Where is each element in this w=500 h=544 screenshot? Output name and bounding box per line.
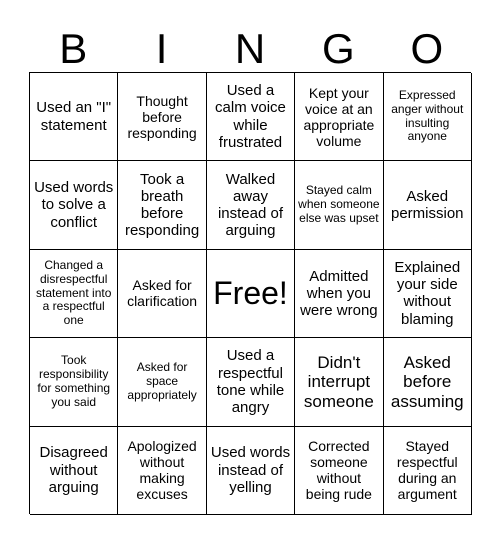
cell-text: Apologized without making excuses xyxy=(127,438,197,503)
cell-text: Used an "I" statement xyxy=(36,99,112,134)
bingo-cell-r4c3[interactable] xyxy=(207,338,295,426)
cell-text: Took responsibility for something you said xyxy=(37,353,111,409)
cell-text: Walked away instead of arguing xyxy=(217,170,283,240)
bingo-cell-r1c5[interactable] xyxy=(384,73,472,161)
cell-text: Used words to solve a conflict xyxy=(34,179,114,231)
cell-text: Asked before assuming xyxy=(390,352,464,411)
bingo-cell-r5c1[interactable] xyxy=(30,427,118,515)
bingo-cell-r4c1[interactable] xyxy=(30,338,118,426)
cell-text: Used words instead of yelling xyxy=(210,444,291,496)
header-letter-b: B xyxy=(59,25,88,72)
cell-text: Changed a disrespectful statement into a respectful one xyxy=(36,257,112,328)
free-space-text: Free! xyxy=(213,275,288,312)
cell-text: Admitted when you were wrong xyxy=(300,267,378,320)
bingo-cell-r2c2[interactable] xyxy=(118,161,206,249)
bingo-header xyxy=(29,22,471,76)
cell-text: Corrected someone without being rude xyxy=(305,438,372,503)
cell-text: Thought before responding xyxy=(127,92,197,141)
bingo-cell-free[interactable] xyxy=(207,250,295,338)
bingo-cell-r2c3[interactable] xyxy=(207,161,295,249)
header-letter-o: O xyxy=(410,25,444,72)
header-letter-n: N xyxy=(234,25,266,72)
bingo-cell-r5c4[interactable] xyxy=(295,427,383,515)
bingo-cell-r3c1[interactable] xyxy=(30,250,118,338)
header-letter-g: G xyxy=(322,25,355,72)
cell-text: Took a breath before responding xyxy=(124,170,200,240)
bingo-cell-r1c4[interactable] xyxy=(295,73,383,161)
cell-text: Used a calm voice while frustrated xyxy=(215,82,286,151)
cell-text: Disagreed without arguing xyxy=(39,444,108,496)
bingo-cell-r2c4[interactable] xyxy=(295,161,383,249)
bingo-cell-r4c4[interactable] xyxy=(295,338,383,426)
cell-text: Asked for space appropriately xyxy=(127,360,197,402)
bingo-cell-r4c2[interactable] xyxy=(118,338,206,426)
cell-text: Asked for clarification xyxy=(127,277,198,310)
bingo-cell-r1c2[interactable] xyxy=(118,73,206,161)
bingo-cell-r3c2[interactable] xyxy=(118,250,206,338)
cell-text: Didn't interrupt someone xyxy=(303,352,374,411)
cell-text: Asked permission xyxy=(390,187,464,223)
bingo-cell-r4c5[interactable] xyxy=(384,338,472,426)
cell-text: Expressed anger without insulting anyone xyxy=(391,88,464,144)
bingo-cell-r1c1[interactable] xyxy=(30,73,118,161)
bingo-cell-r5c5[interactable] xyxy=(384,427,472,515)
bingo-cell-r3c5[interactable] xyxy=(384,250,472,338)
cell-text: Kept your voice at an appropriate volume xyxy=(303,84,375,149)
bingo-cell-r1c3[interactable] xyxy=(207,73,295,161)
bingo-cell-r2c1[interactable] xyxy=(30,161,118,249)
cell-text: Stayed calm when someone else was upset xyxy=(298,183,380,225)
cell-text: Stayed respectful during an argument xyxy=(396,438,458,503)
bingo-cell-r3c4[interactable] xyxy=(295,250,383,338)
cell-text: Used a respectful tone while angry xyxy=(216,347,285,417)
bingo-cell-r2c5[interactable] xyxy=(384,161,472,249)
bingo-cell-r5c3[interactable] xyxy=(207,427,295,515)
bingo-cell-r5c2[interactable] xyxy=(118,427,206,515)
cell-text: Explained your side without blaming xyxy=(394,258,461,328)
header-letter-i: I xyxy=(155,25,168,72)
bingo-board xyxy=(29,72,471,514)
